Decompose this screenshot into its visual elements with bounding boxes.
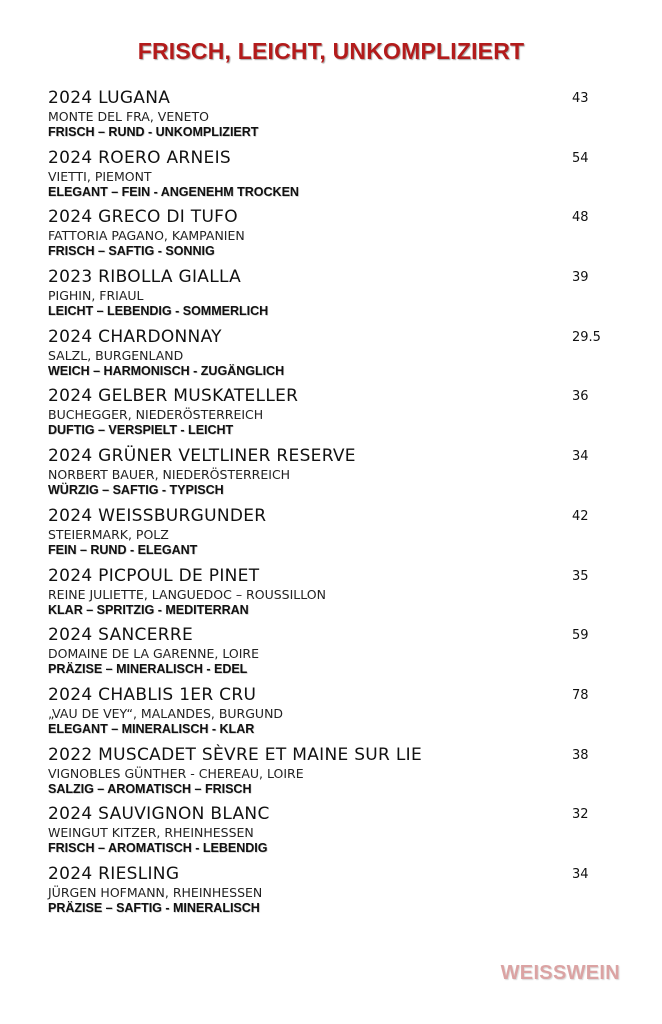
wine-price: 39 [572, 270, 589, 286]
wine-producer: STEIERMARK, POLZ [48, 526, 169, 542]
wine-item [48, 386, 618, 446]
wine-name: 2024 WEISSBURGUNDER [48, 505, 267, 526]
wine-item [48, 745, 618, 805]
wine-price: 36 [572, 389, 589, 405]
wine-name: 2024 GELBER MUSKATELLER [48, 386, 299, 407]
wine-name: 2024 ROERO ARNEIS [48, 147, 232, 168]
wine-notes: DUFTIG – VERSPIELT - LEICHT [48, 423, 234, 438]
page-title: FRISCH, LEICHT, UNKOMPLIZIERT [137, 38, 525, 64]
wine-name: 2024 SANCERRE [48, 625, 193, 646]
wine-item [48, 148, 618, 208]
wine-item [48, 88, 618, 148]
wine-price: 43 [572, 91, 589, 106]
wine-item [48, 506, 618, 566]
wine-price: 42 [572, 508, 589, 524]
wine-producer: VIGNOBLES GÜNTHER - CHEREAU, LOIRE [48, 765, 304, 781]
wine-notes: FRISCH – SAFTIG - SONNIG [48, 244, 215, 259]
wine-item [48, 446, 618, 506]
wine-producer: DOMAINE DE LA GARENNE, LOIRE [48, 646, 259, 662]
wine-notes: WEICH – HARMONISCH - ZUGÄNGLICH [48, 363, 285, 378]
wine-name: 2022 MUSCADET SÈVRE ET MAINE SUR LIE [48, 744, 422, 765]
wine-notes: ELEGANT – FEIN - ANGENEHM TROCKEN [48, 184, 299, 199]
wine-notes: PRÄZISE – SAFTIG - MINERALISCH [48, 900, 260, 915]
wine-price: 34 [572, 866, 589, 882]
wine-name: 2023 RIBOLLA GIALLA [48, 267, 242, 288]
wine-list [48, 88, 618, 924]
wine-item [48, 864, 618, 924]
wine-name: 2024 PICPOUL DE PINET [48, 565, 260, 586]
wine-name: 2024 GRÜNER VELTLINER RESERVE [48, 446, 356, 467]
wine-notes: ELEGANT – MINERALISCH - KLAR [48, 721, 255, 736]
wine-name: 2024 CHABLIS 1ER CRU [48, 684, 257, 705]
wine-producer: REINE JULIETTE, LANGUEDOC – ROUSSILLON [48, 586, 326, 602]
wine-producer: PIGHIN, FRIAUL [48, 288, 144, 304]
wine-notes: PRÄZISE – MINERALISCH - EDEL [48, 662, 248, 677]
wine-price: 35 [572, 568, 589, 584]
wine-item [48, 685, 618, 745]
wine-price: 78 [572, 687, 589, 703]
wine-price: 34 [572, 449, 589, 465]
wine-price: 59 [572, 628, 589, 644]
wine-producer: VIETTI, PIEMONT [48, 168, 152, 184]
wine-notes: KLAR – SPRITZIG - MEDITERRAN [48, 602, 249, 617]
wine-price: 29.5 [572, 329, 601, 345]
wine-item [48, 207, 618, 267]
wine-producer: BUCHEGGER, NIEDERÖSTERREICH [48, 407, 264, 423]
section-footer-label: WEISSWEIN [500, 962, 620, 984]
wine-name: 2024 LUGANA [48, 88, 171, 108]
wine-item [48, 625, 618, 685]
wine-price: 32 [572, 807, 589, 823]
wine-notes: FRISCH – AROMATISCH - LEBENDIG [48, 841, 268, 856]
wine-producer: JÜRGEN HOFMANN, RHEINHESSEN [48, 884, 263, 900]
wine-name: 2024 CHARDONNAY [48, 326, 222, 347]
wine-producer: „VAU DE VEY“, MALANDES, BURGUND [48, 705, 284, 721]
wine-price: 48 [572, 210, 589, 226]
wine-name: 2024 RIESLING [48, 863, 180, 884]
wine-price: 54 [572, 150, 589, 166]
wine-notes: FEIN – RUND - ELEGANT [48, 542, 198, 557]
wine-producer: NORBERT BAUER, NIEDERÖSTERREICH [48, 467, 291, 483]
wine-notes: SALZIG – AROMATISCH – FRISCH [48, 781, 252, 796]
wine-price: 38 [572, 747, 589, 763]
wine-name: 2024 SAUVIGNON BLANC [48, 804, 270, 825]
wine-notes: FRISCH – RUND - UNKOMPLIZIERT [48, 125, 259, 139]
wine-producer: SALZL, BURGENLAND [48, 347, 184, 363]
wine-item [48, 566, 618, 626]
wine-name: 2024 GRECO DI TUFO [48, 207, 238, 228]
wine-item [48, 327, 618, 387]
wine-producer: MONTE DEL FRA, VENETO [48, 109, 209, 124]
wine-notes: WÜRZIG – SAFTIG - TYPISCH [48, 483, 224, 498]
wine-item [48, 804, 618, 864]
wine-notes: LEICHT – LEBENDIG - SOMMERLICH [48, 304, 269, 319]
wine-producer: WEINGUT KITZER, RHEINHESSEN [48, 825, 254, 841]
wine-item [48, 267, 618, 327]
wine-producer: FATTORIA PAGANO, KAMPANIEN [48, 228, 245, 244]
